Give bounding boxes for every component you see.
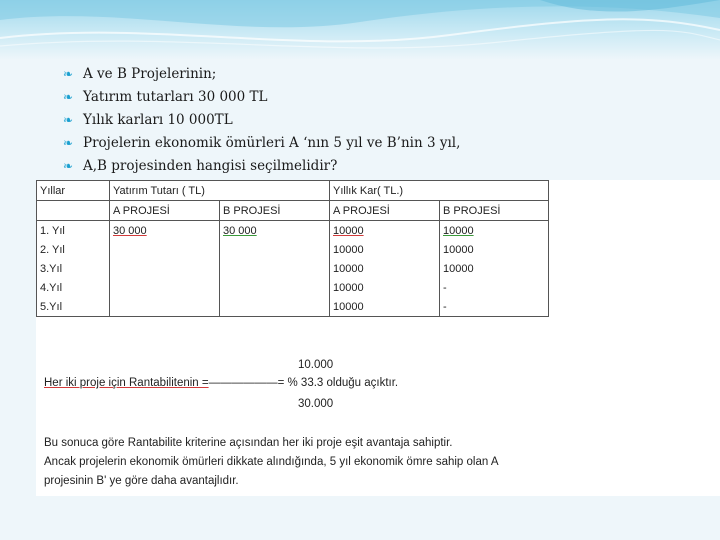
table-cell: 4.Yıl <box>37 278 110 297</box>
table-cell: 10000 <box>330 278 440 297</box>
formula-lead: Her iki proje için Rantabilitenin = <box>44 377 209 389</box>
table-cell: 10000 <box>330 297 440 317</box>
bullet-text: Yılık karları 10 000TL <box>83 112 233 128</box>
table-row <box>37 240 549 259</box>
table-cell <box>220 259 330 278</box>
table-header-row <box>37 181 549 201</box>
table-cell: 30 000 <box>113 224 147 237</box>
table-row <box>37 221 549 241</box>
bullet-item <box>63 133 460 156</box>
subheader-a: A PROJESİ <box>110 201 220 221</box>
table-row <box>37 278 549 297</box>
swoosh-bullet-icon: ❧ <box>63 113 74 127</box>
formula-numerator: 10.000 <box>298 359 334 371</box>
bullet-text: Projelerin ekonomik ömürleri A ‘nın 5 yıl ve B’nin 3 yıl, <box>83 135 461 151</box>
swoosh-bullet-icon: ❧ <box>63 67 74 81</box>
bullet-text: Yatırım tutarları 30 000 TL <box>83 89 268 105</box>
conclusion-line: Ancak projelerin ekonomik ömürleri dikkate alındığında, 5 yıl ekonomik ömre sahip olan A <box>44 456 499 468</box>
subheader-a: A PROJESİ <box>330 201 440 221</box>
table-cell: 5.Yıl <box>37 297 110 317</box>
header-years: Yıllar <box>37 181 110 201</box>
table-cell <box>220 297 330 317</box>
subheader-blank <box>37 201 110 221</box>
decorative-waves <box>0 0 720 60</box>
table-cell: 1. Yıl <box>37 221 110 241</box>
pasted-figure <box>36 180 720 496</box>
header-band <box>0 0 720 60</box>
formula-line <box>44 377 398 389</box>
bullet-item <box>63 156 460 179</box>
header-annual-profit: Yıllık Kar( TL.) <box>330 181 549 201</box>
formula-result: = % 33.3 olduğu açıktır. <box>277 377 399 389</box>
table-cell: - <box>440 297 549 317</box>
swoosh-bullet-icon: ❧ <box>63 136 74 150</box>
table-subheader-row <box>37 201 549 221</box>
table-cell: - <box>440 278 549 297</box>
table-cell: 10000 <box>330 240 440 259</box>
bullet-item <box>63 87 460 110</box>
formula-denominator: 30.000 <box>298 398 334 410</box>
table-cell <box>110 240 220 259</box>
bullet-list <box>63 64 460 179</box>
bullet-text: A ve B Projelerinin; <box>83 66 217 82</box>
swoosh-bullet-icon: ❧ <box>63 90 74 104</box>
bullet-text: A,B projesinden hangisi seçilmelidir? <box>83 158 338 174</box>
swoosh-bullet-icon: ❧ <box>63 159 74 173</box>
table-cell <box>110 297 220 317</box>
bullet-item <box>63 110 460 133</box>
table-cell <box>110 259 220 278</box>
table-cell: 10000 <box>333 224 364 237</box>
table-cell <box>220 240 330 259</box>
table-row <box>37 259 549 278</box>
table-cell: 10000 <box>443 224 474 237</box>
conclusion-line: Bu sonuca göre Rantabilite kriterine açısından her iki proje eşit avantaja sahiptir. <box>44 437 453 449</box>
table-cell: 10000 <box>330 259 440 278</box>
table-cell: 2. Yıl <box>37 240 110 259</box>
subheader-b: B PROJESİ <box>220 201 330 221</box>
table-cell: 10000 <box>440 259 549 278</box>
bullet-item <box>63 64 460 87</box>
subheader-b: B PROJESİ <box>440 201 549 221</box>
table-cell <box>110 278 220 297</box>
conclusion-line: projesinin B' ye göre daha avantajlıdır. <box>44 475 239 487</box>
table-row <box>37 297 549 317</box>
table-cell: 30 000 <box>223 224 257 237</box>
table-cell <box>220 278 330 297</box>
header-investment: Yatırım Tutarı ( TL) <box>110 181 330 201</box>
table-cell: 3.Yıl <box>37 259 110 278</box>
investment-table <box>36 180 549 317</box>
table-cell: 10000 <box>440 240 549 259</box>
formula-rule: —————— <box>208 377 278 389</box>
